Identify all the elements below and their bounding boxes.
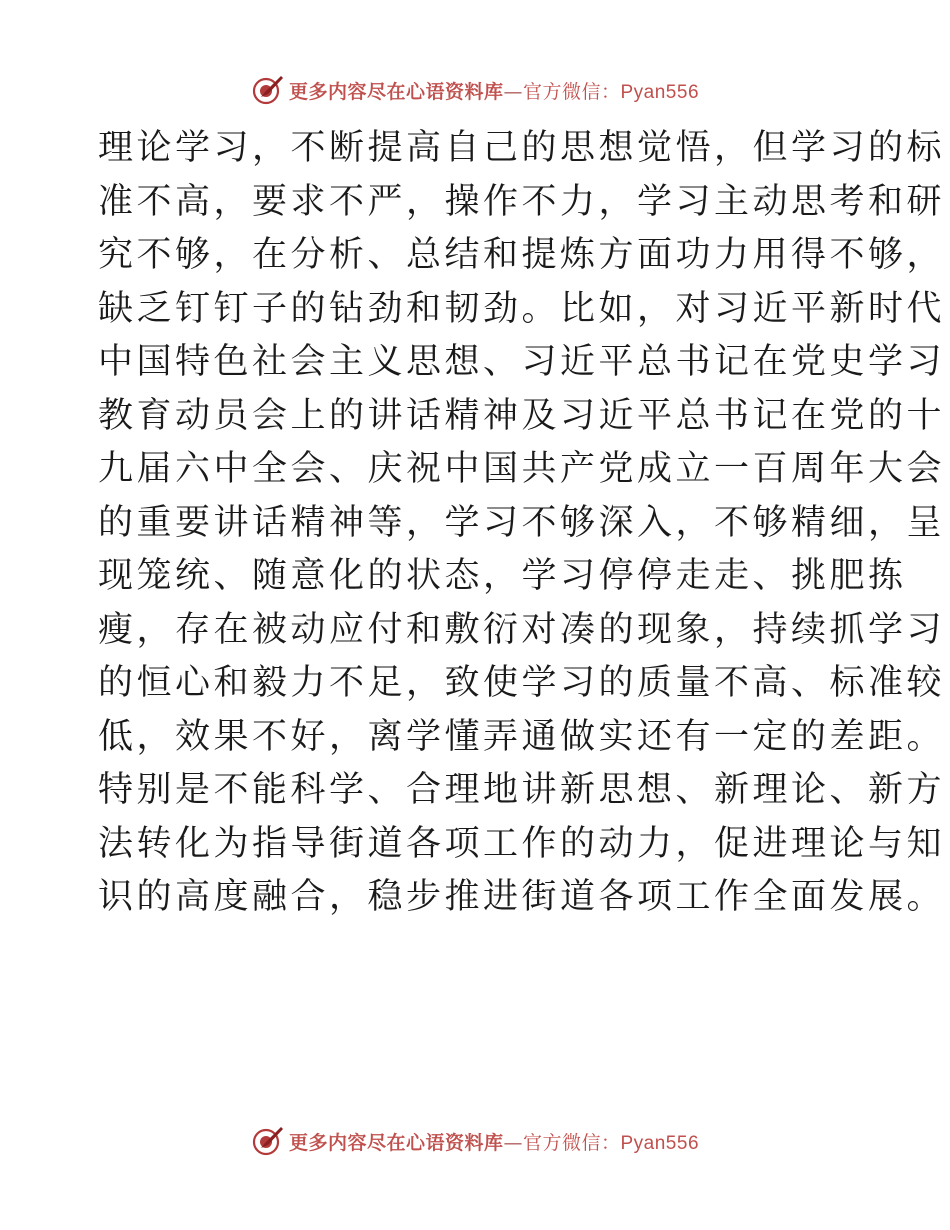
- quill-circle-logo-icon: [251, 1124, 285, 1158]
- quill-circle-logo-icon: [251, 73, 285, 107]
- body-line: 缺乏钉钉子的钻劲和韧劲。比如，对习近平新时代: [98, 288, 946, 329]
- body-line: 的恒心和毅力不足，致使学习的质量不高、标准较: [98, 663, 946, 703]
- footer-brand: 更多内容尽在心语资料库: [288, 1131, 504, 1154]
- body-line: 特别是不能科学、合理地讲新思想、新理论、新方: [98, 770, 946, 810]
- header-separator: —: [503, 80, 523, 103]
- body-line: 九届六中全会、庆祝中国共产党成立一百周年大会: [98, 449, 946, 489]
- body-line: 教育动员会上的讲话精神及习近平总书记在党的十: [98, 395, 946, 436]
- body-line: 中国特色社会主义思想、习近平总书记在党史学习: [98, 342, 946, 382]
- footer-wechat-label: 官方微信：: [522, 1131, 621, 1154]
- header-banner: [0, 70, 950, 110]
- footer-separator: —: [503, 1131, 523, 1154]
- body-line: 理论学习，不断提高自己的思想觉悟，但学习的标: [98, 128, 946, 168]
- footer-text: [289, 1128, 699, 1155]
- header-brand: 更多内容尽在心语资料库: [288, 80, 504, 103]
- body-line: 识的高度融合，稳步推进街道各项工作全面发展。: [98, 877, 946, 917]
- header-wechat-id: Pyan556: [620, 81, 700, 103]
- footer-wechat-id: Pyan556: [620, 1132, 700, 1154]
- body-line: 究不够，在分析、总结和提炼方面功力用得不够，: [98, 235, 946, 275]
- body-line: 的重要讲话精神等，学习不够深入，不够精细，呈: [98, 502, 946, 543]
- header-text: [289, 77, 699, 104]
- body-line: 低，效果不好，离学懂弄通做实还有一定的差距。: [98, 716, 946, 757]
- body-line: 瘦，存在被动应付和敷衍对凑的现象，持续抓学习: [98, 609, 946, 650]
- body-line: 准不高，要求不严，操作不力，学习主动思考和研: [98, 181, 946, 222]
- header-wechat-label: 官方微信：: [522, 80, 621, 103]
- footer-banner: [0, 1121, 950, 1161]
- body-line: 法转化为指导街道各项工作的动力，促进理论与知: [98, 823, 946, 864]
- body-line: 现笼统、随意化的状态，学习停停走走、挑肥拣: [98, 556, 907, 596]
- document-body: [98, 122, 946, 925]
